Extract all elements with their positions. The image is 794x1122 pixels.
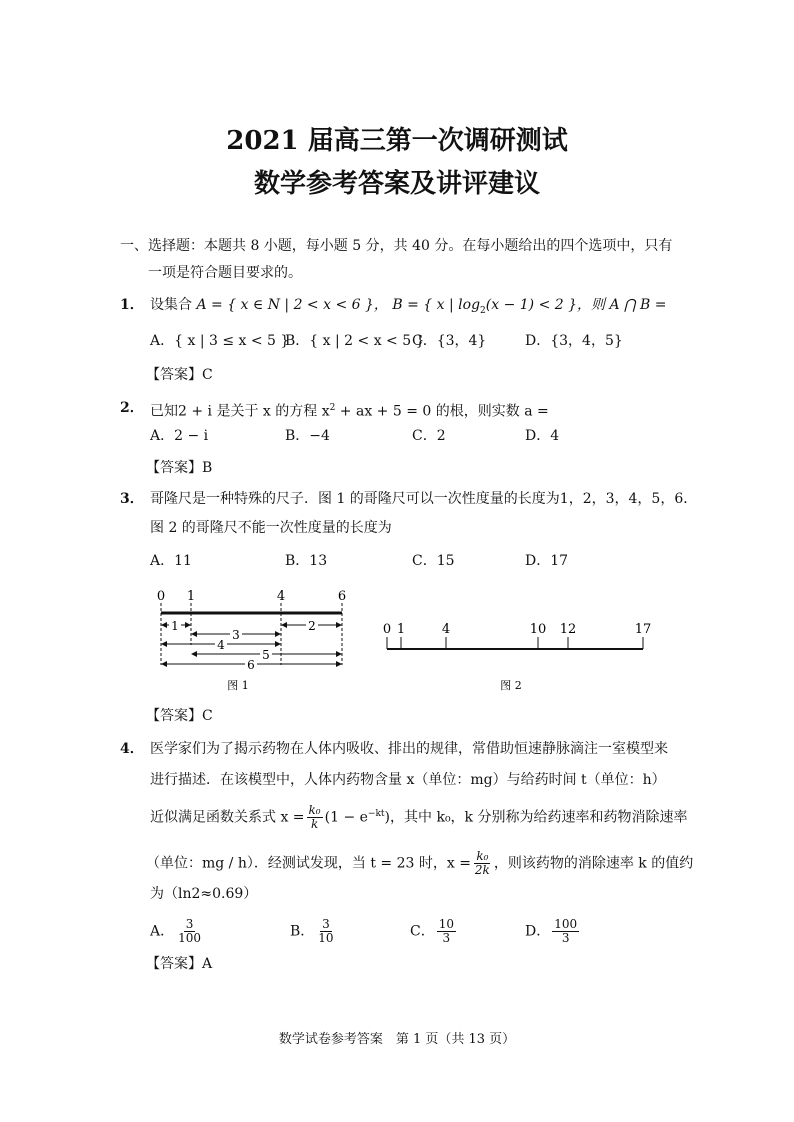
fig1-mark-4: 4 <box>276 589 286 604</box>
fig1-span-5: 5 <box>262 648 270 662</box>
q4-option-d: D． $\frac{100}{3}$ <box>525 917 578 945</box>
q3-stem-line2: 图 2 的哥隆尺不能一次性度量的长度为 <box>150 520 392 536</box>
page-footer: 数学试卷参考答案 第 1 页（共 13 页） <box>278 1032 516 1047</box>
fig2-mark-12: 12 <box>559 622 577 637</box>
fig1-span-6: 6 <box>247 658 255 672</box>
fig1-mark-0: 0 <box>156 589 166 604</box>
q2-option-b: B．−4 <box>285 428 330 444</box>
q4-stem-line4: （单位：mg / h）．经测试发现，当 t = 23 时，x = $\frac{\text{k₀}}{2k}$ ，则该药物的消除速率 k 的值约 <box>146 849 694 877</box>
q1-stem: 设集合 A = { x ∈ N | 2 < x < 6 }， B = { x | $\log_2(x - 1) < 2$ }，则 A ⋂ B = <box>150 297 667 316</box>
fig1-mark-1: 1 <box>186 589 196 604</box>
q4-option-c: C． $\frac{10}{3}$ <box>410 917 454 945</box>
q4-number: 4． <box>120 741 144 757</box>
q2-number: 2． <box>120 400 144 416</box>
q2-option-d: D．4 <box>525 428 560 444</box>
fig2-mark-17: 17 <box>634 622 652 637</box>
fig1-mark-6: 6 <box>337 589 347 604</box>
document-title: 2021 届高三第一次调研测试 <box>226 126 568 156</box>
document-subtitle: 数学参考答案及讲评建议 <box>253 169 540 199</box>
q4-option-b: B． $\frac{3}{10}$ <box>290 917 334 945</box>
section-heading-cont: 一项是符合题目要求的。 <box>148 265 302 281</box>
figure-2-golomb-ruler <box>380 615 660 697</box>
q4-stem-line2: 进行描述．在该模型中，人体内药物含量 x（单位：mg）与给药时间 t（单位：h） <box>150 772 666 788</box>
q4-answer: 【答案】A <box>146 956 213 972</box>
q3-stem-line1: 哥隆尺是一种特殊的尺子．图 1 的哥隆尺可以一次性度量的长度为1，2，3，4，5，6． <box>150 491 698 507</box>
q4-stem-line5: 为（ln2≈0.69） <box>150 886 258 902</box>
q1-option-d: D．{3，4，5} <box>525 333 623 349</box>
q4-stem-line1: 医学家们为了揭示药物在人体内吸收、排出的规律，常借助恒速静脉滴注一室模型来 <box>150 741 668 757</box>
q3-option-a: A．11 <box>150 553 192 569</box>
q3-answer: 【答案】C <box>146 708 213 724</box>
q1-option-b: B．{ x | 2 < x < 5 } <box>285 333 425 349</box>
q2-answer: 【答案】B <box>146 460 213 476</box>
q2-option-c: C．2 <box>412 428 446 444</box>
q1-number: 1． <box>120 297 144 313</box>
q2-stem: 已知2 + i 是关于 x 的方程 $x^2$ + ax + 5 = 0 的根，则实数 a = <box>150 403 549 420</box>
section-heading: 一、选择题：本题共 8 小题，每小题 5 分，共 40 分。在每小题给出的四个选项中，只有 <box>120 238 673 254</box>
q4-option-a: A． $\frac{3}{100}$ <box>150 917 202 945</box>
fig1-span-3: 3 <box>232 628 240 642</box>
fig2-mark-0: 0 <box>382 622 392 637</box>
q3-option-d: D．17 <box>525 553 569 569</box>
fig1-span-4: 4 <box>217 638 225 652</box>
q3-option-b: B．13 <box>285 553 328 569</box>
fig1-span-1: 1 <box>171 619 179 633</box>
fig2-caption: 图 2 <box>500 679 522 692</box>
q1-answer: 【答案】C <box>146 367 213 383</box>
q2-option-a: A．2 − i <box>150 428 209 444</box>
fig2-mark-10: 10 <box>529 622 547 637</box>
figure-1-golomb-ruler <box>150 585 360 697</box>
fig1-caption: 图 1 <box>227 679 249 692</box>
q1-option-c: C．{3，4} <box>412 333 487 349</box>
q4-stem-line3: 近似满足函数关系式 x = $\frac{\text{k₀}}{k}$ $(1 - e^{-kt})$，其中 k₀，k 分别称为给药速率和药物消除速率 <box>150 803 688 832</box>
fig2-mark-4: 4 <box>441 622 451 637</box>
q3-number: 3． <box>120 491 144 507</box>
fig1-span-2: 2 <box>308 619 316 633</box>
q1-option-a: A．{ x | 3 ≤ x < 5 } <box>150 333 290 349</box>
fig2-mark-1: 1 <box>396 622 406 637</box>
q3-option-c: C．15 <box>412 553 455 569</box>
